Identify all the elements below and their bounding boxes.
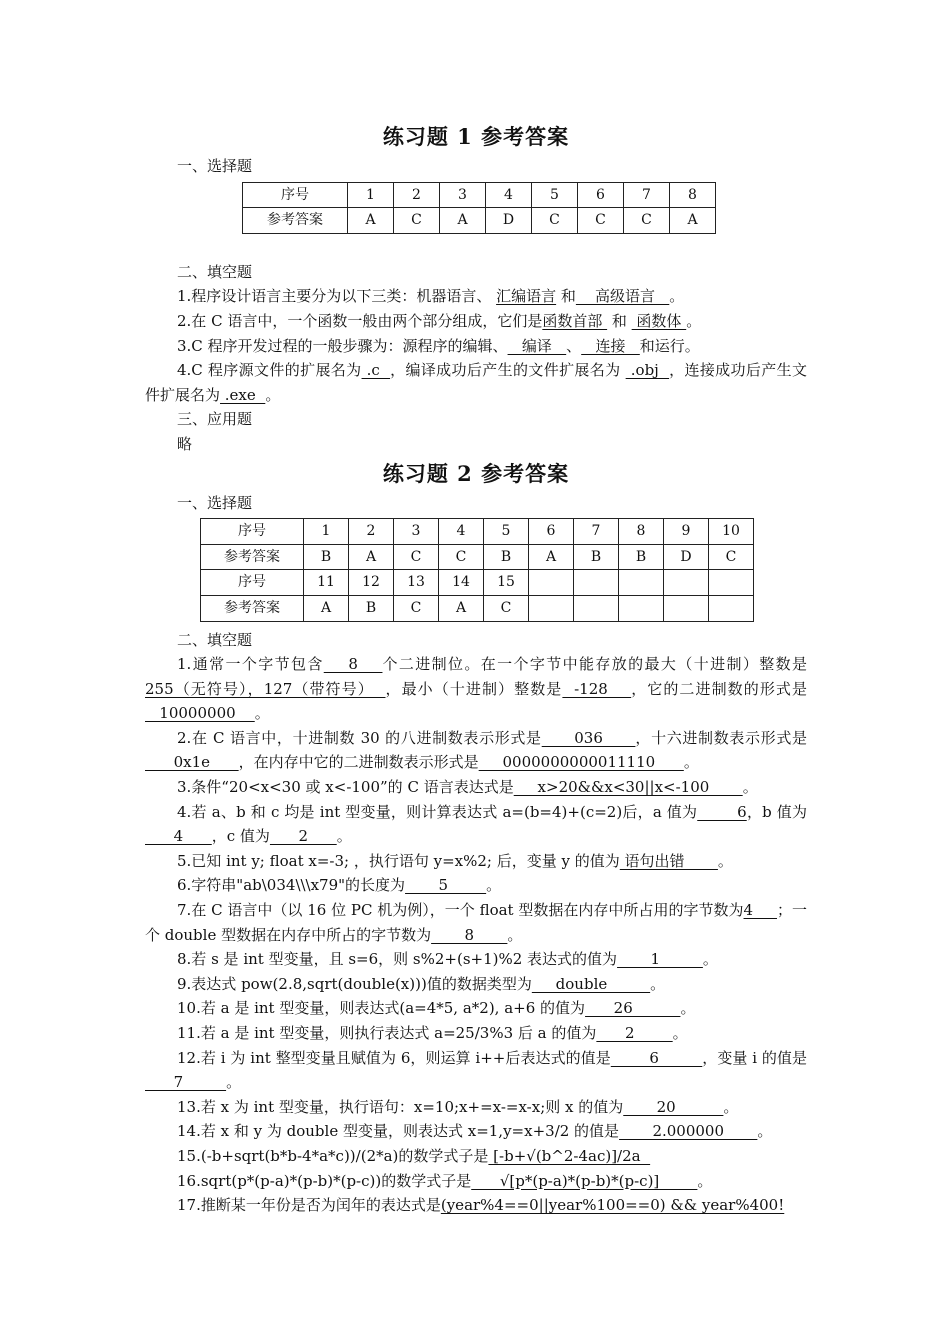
- table-cell: 参考答案: [201, 544, 304, 570]
- table-cell: 2: [349, 519, 394, 545]
- ex2-answer-table: [200, 518, 754, 621]
- exercise-2-title: 练习题 2 参考答案: [382, 460, 570, 486]
- table-cell: [574, 570, 619, 596]
- table-cell: 6: [529, 519, 574, 545]
- ex2-q15: 15.(-b+sqrt(b*b-4*a*c))/(2*a)的数学式子是 [-b+√(b^2-4ac)]/2a: [177, 1146, 651, 1165]
- table-cell: D: [486, 208, 532, 234]
- ex2-q14: 14.若 x 和 y 为 double 型变量，则表达式 x=1,y=x+3/2 的值是 2.000000 。: [177, 1122, 773, 1141]
- ex1-answer-table: [242, 182, 716, 234]
- ex2-q16: 16.sqrt(p*(p-a)*(p-b)*(p-c))的数学式子是 √[p*(p-a)*(p-b)*(p-c)] 。: [177, 1171, 713, 1190]
- ex2-section-choice: 一、选择题: [177, 493, 253, 512]
- table-cell: A: [670, 208, 716, 234]
- ex2-q3: 3.条件“20<x<30 或 x<-100”的 C 语言表达式是 x>20&&x<30||x<-100 。: [177, 778, 758, 797]
- table-cell: [619, 570, 664, 596]
- ex1-section-apply: 三、应用题: [177, 410, 253, 429]
- table-cell: 7: [574, 519, 619, 545]
- table-cell: 8: [619, 519, 664, 545]
- table-cell: [529, 570, 574, 596]
- ex2-q13: 13.若 x 为 int 型变量，执行语句：x=10;x+=x-=x-x;则 x 的值为 20 。: [177, 1097, 739, 1116]
- table-cell: B: [349, 595, 394, 621]
- table-cell: 4: [439, 519, 484, 545]
- table-cell: C: [709, 544, 754, 570]
- table-cell: 8: [670, 182, 716, 208]
- table-cell: A: [440, 208, 486, 234]
- table-cell: 14: [439, 570, 484, 596]
- ex2-q4: 4.若 a、b 和 c 均是 int 型变量，则计算表达式 a=(b=4)+(c=2)后，a 值为 6，b 值为 4 ，c 值为 2 。: [145, 802, 807, 846]
- table-row: [201, 519, 754, 545]
- ex1-q1: 1.程序设计语言主要分为以下三类：机器语言、 汇编语言 和 高级语言 。: [177, 287, 685, 306]
- spacer: [145, 240, 807, 260]
- table-cell: 13: [394, 570, 439, 596]
- table-cell: 序号: [201, 570, 304, 596]
- table-row: [201, 544, 754, 570]
- table-cell: 3: [394, 519, 439, 545]
- table-cell: 2: [394, 182, 440, 208]
- ex2-q10: 10.若 a 是 int 型变量，则表达式(a=4*5, a*2), a+6 的值为 26 。: [177, 999, 696, 1018]
- table-cell: 序号: [243, 182, 348, 208]
- table-cell: C: [578, 208, 624, 234]
- table-cell: 12: [349, 570, 394, 596]
- table-cell: C: [624, 208, 670, 234]
- ex1-apply-body: 略: [177, 434, 193, 453]
- table-cell: 1: [304, 519, 349, 545]
- table-cell: B: [304, 544, 349, 570]
- table-cell: 6: [578, 182, 624, 208]
- ex2-q2: 2.在 C 语言中，十进制数 30 的八进制数表示形式是 036 ，十六进制数表示形式是 0x1e ，在内存中它的二进制数表示形式是 0000000000011110 。: [145, 728, 807, 772]
- table-cell: 5: [532, 182, 578, 208]
- ex2-q12: 12.若 i 为 int 整型变量且赋值为 6，则运算 i++后表达式的值是 6 ，变量 i 的值是 7 。: [145, 1048, 807, 1092]
- table-cell: 11: [304, 570, 349, 596]
- table-cell: 1: [348, 182, 394, 208]
- table-cell: A: [349, 544, 394, 570]
- table-cell: C: [439, 544, 484, 570]
- table-row: [243, 208, 716, 234]
- table-cell: 7: [624, 182, 670, 208]
- ex1-q3: 3.C 程序开发过程的一般步骤为：源程序的编辑、 编译 、 连接 和运行。: [177, 336, 700, 355]
- table-cell: 参考答案: [201, 595, 304, 621]
- document-body: [145, 120, 807, 1218]
- ex1-q4: 4.C 程序源文件的扩展名为 .c ，编译成功后产生的文件扩展名为 .obj ，连接成功后产生文件扩展名为 .exe 。: [145, 361, 807, 404]
- table-cell: C: [394, 595, 439, 621]
- table-cell: 5: [484, 519, 529, 545]
- table-row: [201, 595, 754, 621]
- table-cell: C: [532, 208, 578, 234]
- ex1-section-fill: 二、填空题: [177, 262, 253, 281]
- table-cell: [529, 595, 574, 621]
- ex2-q8: 8.若 s 是 int 型变量，且 s=6，则 s%2+(s+1)%2 表达式的值为 1 。: [177, 950, 718, 969]
- table-cell: [574, 595, 619, 621]
- table-cell: C: [394, 544, 439, 570]
- table-cell: [709, 570, 754, 596]
- table-cell: B: [574, 544, 619, 570]
- table-row: [201, 570, 754, 596]
- table-cell: 15: [484, 570, 529, 596]
- table-cell: 参考答案: [243, 208, 348, 234]
- ex2-q11: 11.若 a 是 int 型变量，则执行表达式 a=25/3%3 后 a 的值为 2 。: [177, 1024, 688, 1042]
- table-cell: [619, 595, 664, 621]
- table-cell: A: [529, 544, 574, 570]
- ex2-q7: 7.在 C 语言中（以 16 位 PC 机为例），一个 float 型数据在内存中所占用的字节数为4 ；一个 double 型数据在内存中所占的字节数为 8 。: [145, 901, 807, 944]
- table-cell: 10: [709, 519, 754, 545]
- table-cell: B: [619, 544, 664, 570]
- table-cell: B: [484, 544, 529, 570]
- table-cell: A: [304, 595, 349, 621]
- table-cell: 3: [440, 182, 486, 208]
- ex2-q1: 1.通常一个字节包含 8 个二进制位。在一个字节中能存放的最大（十进制）整数是255（无符号），127（带符号） ，最小（十进制）整数是 -128 ，它的二进制数的形式是 10000000 。: [145, 655, 807, 723]
- ex2-q9: 9.表达式 pow(2.8,sqrt(double(x)))值的数据类型为 double 。: [177, 974, 666, 993]
- ex1-q2: 2.在 C 语言中，一个函数一般由两个部分组成，它们是函数首部 和 函数体 。: [177, 311, 702, 330]
- ex2-q6: 6.字符串"ab\034\\\x79"的长度为 5 。: [177, 876, 502, 895]
- table-row: [243, 182, 716, 208]
- table-cell: A: [348, 208, 394, 234]
- table-cell: C: [394, 208, 440, 234]
- table-cell: [664, 595, 709, 621]
- ex2-section-fill: 二、填空题: [177, 630, 253, 649]
- ex2-q17: 17.推断某一年份是否为闰年的表达式是(year%4==0||year%100==0) && year%400!: [177, 1196, 785, 1215]
- table-cell: D: [664, 544, 709, 570]
- exercise-1-title: 练习题 1 参考答案: [382, 124, 570, 149]
- table-cell: A: [439, 595, 484, 621]
- table-cell: [709, 595, 754, 621]
- ex2-q5: 5.已知 int y; float x=-3; ，执行语句 y=x%2; 后，变量 y 的值为 语句出错 。: [177, 851, 733, 870]
- table-cell: [664, 570, 709, 596]
- table-cell: 9: [664, 519, 709, 545]
- table-cell: C: [484, 595, 529, 621]
- table-cell: 4: [486, 182, 532, 208]
- table-cell: 序号: [201, 519, 304, 545]
- ex1-section-choice: 一、选择题: [177, 157, 253, 175]
